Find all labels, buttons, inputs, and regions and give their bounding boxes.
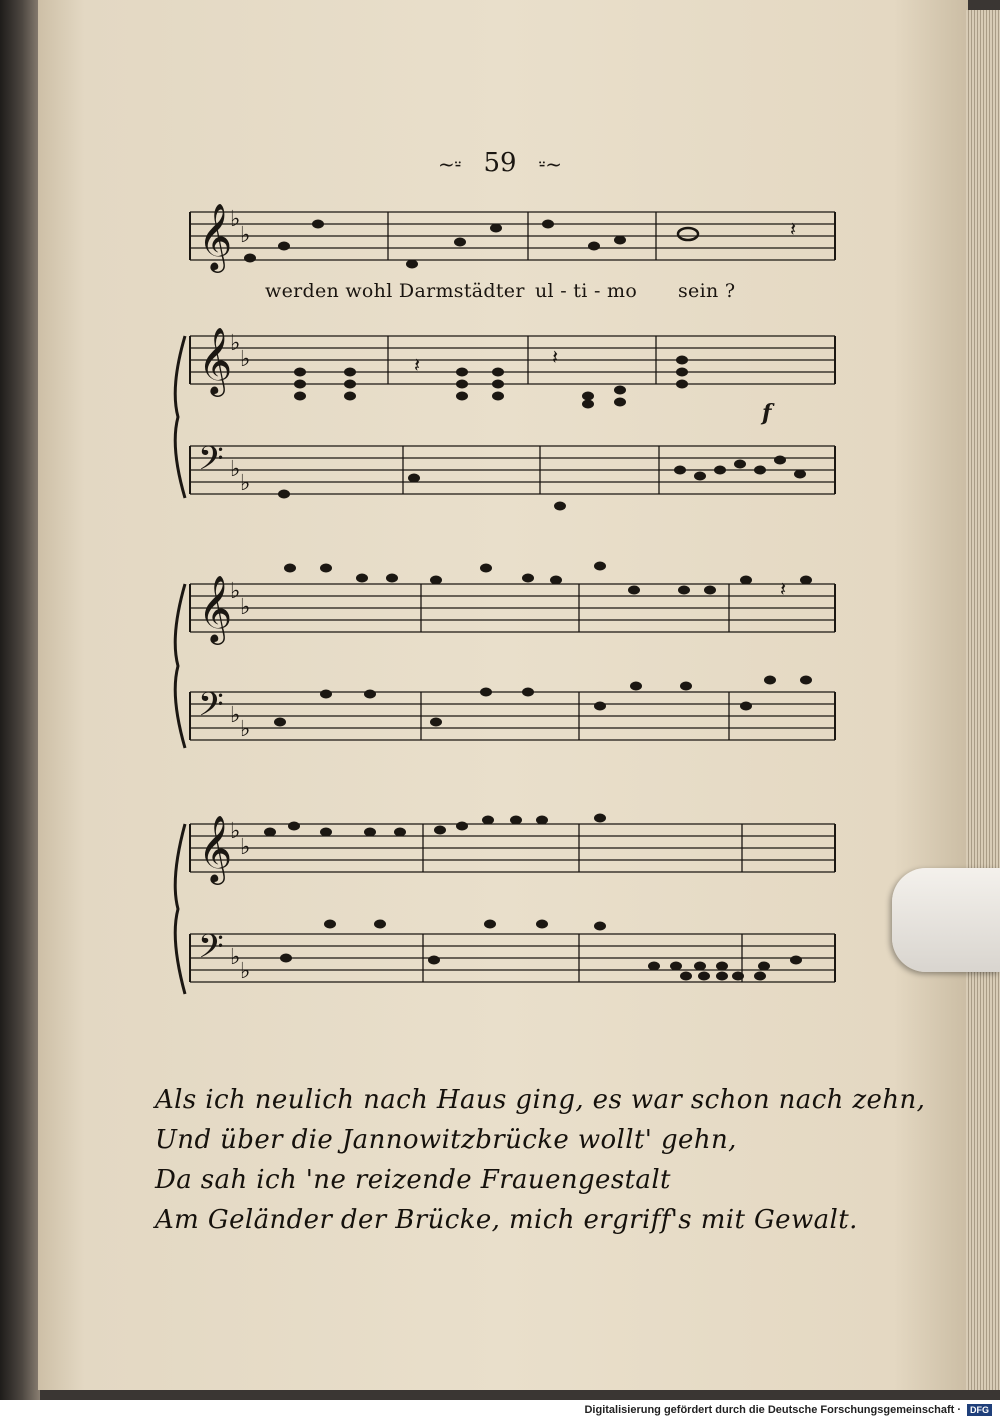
notehead [614,398,626,407]
notehead [490,224,502,233]
notehead [386,574,398,583]
notehead [614,236,626,245]
notehead [676,356,688,365]
page-number: 59 [483,148,517,178]
notehead [754,466,766,475]
notehead [344,380,356,389]
treble-clef-icon: 𝄞 [198,326,233,394]
notehead [454,238,466,247]
notehead [740,576,752,585]
flat-icon: ♭ [240,223,251,248]
notehead [800,676,812,685]
notehead [734,460,746,469]
notehead [406,260,418,269]
notehead [434,826,446,835]
notehead [456,380,468,389]
notehead [550,576,562,585]
notehead [364,690,376,699]
notehead [278,242,290,251]
flat-icon: ♭ [230,579,241,604]
flat-icon: ♭ [230,703,241,728]
notehead [594,562,606,571]
notehead [740,702,752,711]
treble-clef-icon: 𝄞 [198,574,233,642]
notehead [456,392,468,401]
notehead [628,586,640,595]
flat-icon: ♭ [240,835,251,860]
flat-icon: ♭ [240,959,251,984]
dfg-logo: DFG [967,1404,992,1416]
notehead [374,920,386,929]
notehead [484,920,496,929]
notehead [280,954,292,963]
lyric-3: sein ? [678,280,736,302]
ornament-left-icon: ~⸚ [437,152,462,176]
notehead [482,816,494,825]
notehead [312,220,324,229]
notehead [274,718,286,727]
notehead [294,380,306,389]
notehead [542,220,554,229]
system-brace [175,336,185,498]
notehead [522,688,534,697]
notehead [344,392,356,401]
flat-icon: ♭ [240,347,251,372]
notehead [244,254,256,263]
notehead [492,392,504,401]
notehead [714,466,726,475]
notehead [716,962,728,971]
notehead [408,474,420,483]
notehead [676,380,688,389]
notehead [704,586,716,595]
flat-icon: ♭ [230,457,241,482]
notehead [754,972,766,981]
notehead [510,816,522,825]
notehead [456,368,468,377]
notehead [800,576,812,585]
notehead [680,682,692,691]
flat-icon: ♭ [230,945,241,970]
flat-icon: ♭ [240,471,251,496]
notehead [320,690,332,699]
bass-clef-icon: 𝄢 [198,686,224,732]
notehead [764,676,776,685]
notehead [676,368,688,377]
notehead [774,456,786,465]
notehead [594,702,606,711]
notehead [694,472,706,481]
notehead [522,574,534,583]
notehead [678,586,690,595]
notehead [288,822,300,831]
notehead [554,502,566,511]
notehead [758,962,770,971]
notehead [364,828,376,837]
notehead [492,380,504,389]
notehead [284,564,296,573]
ornament-right-icon: ⸚~ [538,152,563,176]
notehead [716,972,728,981]
notehead [680,972,692,981]
notehead [294,392,306,401]
notehead [356,574,368,583]
lyric-2: ul - ti - mo [535,280,638,302]
lyric-1: werden wohl Darmstädter [265,280,525,302]
bass-clef-icon: 𝄢 [198,928,224,974]
notehead [794,470,806,479]
treble-clef-icon: 𝄞 [198,814,233,882]
system-brace [175,584,185,748]
flat-icon: ♭ [240,595,251,620]
notehead [698,972,710,981]
system-brace [175,824,185,994]
notehead [594,922,606,931]
notehead [630,682,642,691]
footer-bar [0,1400,1000,1419]
notehead [670,962,682,971]
notehead [294,368,306,377]
notehead [594,814,606,823]
rest-icon: 𝄽 [552,345,559,369]
notehead [536,816,548,825]
notehead [320,564,332,573]
notehead [614,386,626,395]
notehead [430,718,442,727]
rest-icon: 𝄽 [790,217,797,241]
notehead [732,972,744,981]
dynamic-forte: f [762,400,772,426]
flat-icon: ♭ [230,331,241,356]
poem-line-4: Am Geländer der Brücke, mich ergriff's mit Gewalt. [155,1205,858,1235]
treble-clef-icon: 𝄞 [198,202,233,270]
notehead [320,828,332,837]
notehead [648,962,660,971]
rest-icon: 𝄽 [414,353,421,377]
notehead [430,576,442,585]
flat-icon: ♭ [230,207,241,232]
rest-icon: 𝄽 [780,577,787,601]
notehead [428,956,440,965]
notehead [324,920,336,929]
notehead [264,828,276,837]
notehead [480,564,492,573]
poem-line-2: Und über die Jannowitzbrücke wollt' gehn, [155,1125,737,1155]
bass-clef-icon: 𝄢 [198,440,224,486]
notehead [344,368,356,377]
poem-line-1: Als ich neulich nach Haus ging, es war schon nach zehn, [155,1085,926,1115]
flat-icon: ♭ [230,819,241,844]
notehead [456,822,468,831]
notehead [536,920,548,929]
notehead [480,688,492,697]
notehead [394,828,406,837]
poem-line-3: Da sah ich 'ne reizende Frauengestalt [155,1165,671,1195]
flat-icon: ♭ [240,717,251,742]
notehead [588,242,600,251]
page-clip [892,868,1000,972]
notehead [790,956,802,965]
notehead [278,490,290,499]
whole-note [678,228,698,240]
notehead [674,466,686,475]
notehead [582,400,594,409]
notehead [694,962,706,971]
notehead [492,368,504,377]
notehead [582,392,594,401]
footer-credit: Digitalisierung gefördert durch die Deutsche Forschungsgemeinschaft · [584,1403,961,1416]
